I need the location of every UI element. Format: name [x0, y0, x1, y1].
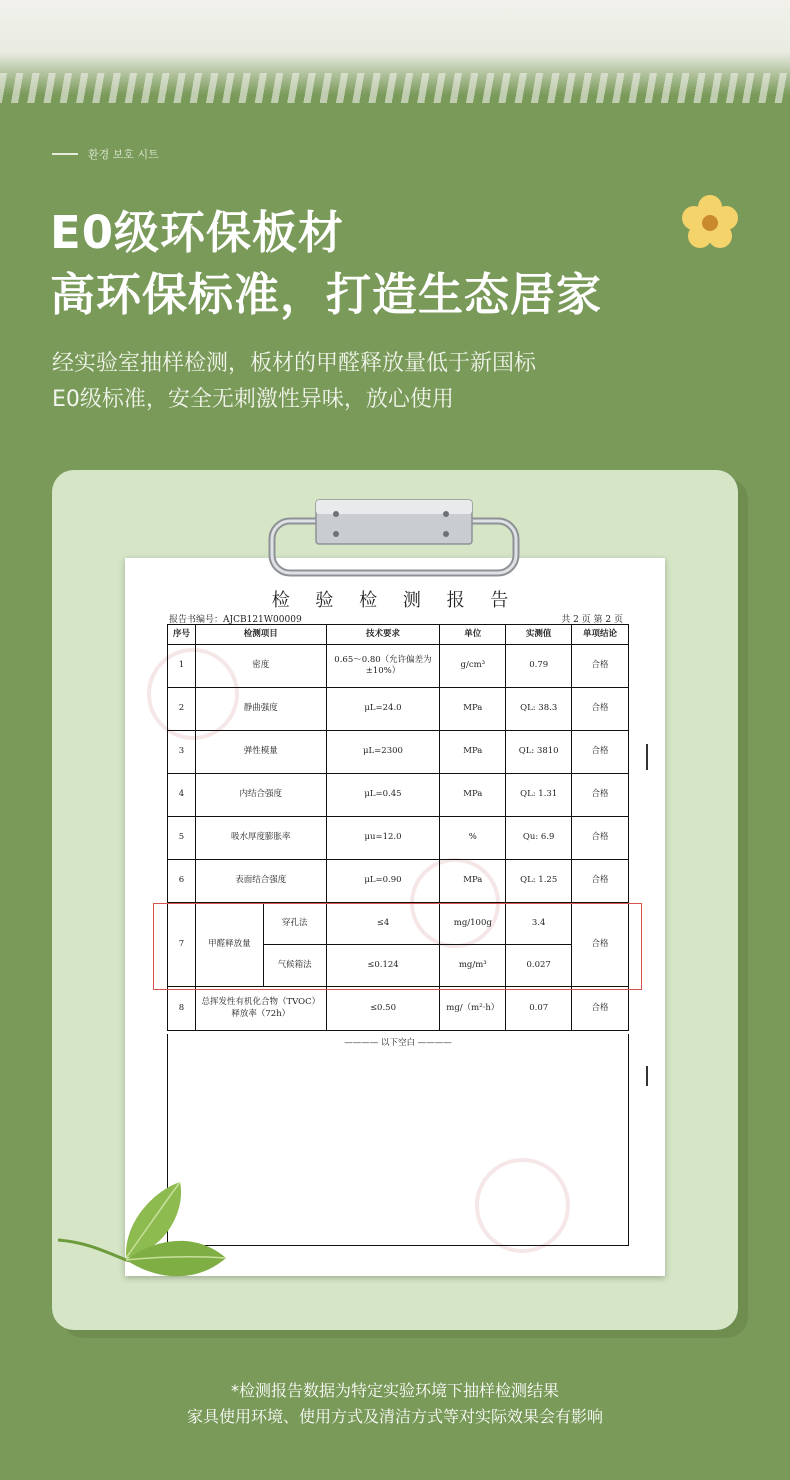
cell-unit: mg/（m²·h） — [440, 987, 506, 1031]
cell-result: 合格 — [572, 903, 629, 987]
headline-line-2: 高环保标准，打造生态居家 — [50, 268, 603, 321]
cell-no: 8 — [168, 987, 196, 1031]
table-row — [168, 860, 629, 903]
cell-method: 穿孔法 — [263, 903, 326, 945]
brush-texture-top — [0, 0, 790, 95]
cell-value: QL: 1.25 — [506, 860, 572, 903]
table-header-row — [168, 625, 629, 645]
cell-value: 0.027 — [506, 945, 572, 987]
formaldehyde-highlight-box — [153, 903, 642, 990]
cell-unit: g/cm³ — [440, 645, 506, 688]
report-number: 报告书编号：AJCB121W00009 — [169, 615, 302, 625]
cell-no: 7 — [168, 903, 196, 987]
description-line-2: E0级标准，安全无刺激性异味，放心使用 — [52, 387, 454, 412]
cell-result: 合格 — [572, 645, 629, 688]
tagline-text: 환경 보호 시트 — [88, 148, 159, 161]
cell-method: 气候箱法 — [263, 945, 326, 987]
col-header: 单位 — [440, 625, 506, 645]
cell-req: μL=0.45 — [326, 774, 440, 817]
cell-no: 2 — [168, 688, 196, 731]
leaf-icon — [56, 1180, 236, 1290]
cell-no: 5 — [168, 817, 196, 860]
col-header: 技术要求 — [326, 625, 440, 645]
tagline — [52, 146, 159, 162]
col-header: 序号 — [168, 625, 196, 645]
cell-req: ≤0.50 — [326, 987, 440, 1031]
tagline-dash — [52, 153, 78, 155]
cell-result: 合格 — [572, 731, 629, 774]
cell-value: QL: 1.31 — [506, 774, 572, 817]
cell-value: 0.07 — [506, 987, 572, 1031]
cell-value: 3.4 — [506, 903, 572, 945]
cell-no: 4 — [168, 774, 196, 817]
cell-item: 总挥发性有机化合物（TVOC）释放率（72h） — [195, 987, 326, 1031]
cell-req: μL=24.0 — [326, 688, 440, 731]
margin-mark — [646, 744, 648, 770]
cell-item: 弹性模量 — [195, 731, 326, 774]
clipboard-clip-icon — [268, 497, 520, 579]
disclaimer-line-1: *检测报告数据为特定实验环境下抽样检测结果 — [230, 1381, 559, 1400]
cell-unit: mg/m³ — [440, 945, 506, 987]
blank-note: ———— 以下空白 ———— — [344, 1038, 452, 1048]
cell-no: 3 — [168, 731, 196, 774]
report-title: 检 验 检 测 报 告 — [271, 590, 519, 611]
blank-area — [167, 1034, 629, 1246]
description-line-1: 经实验室抽样检测，板材的甲醛释放量低于新国标 — [52, 351, 537, 376]
cell-value: QL: 3810 — [506, 731, 572, 774]
flower-icon — [680, 193, 740, 251]
table-row — [168, 817, 629, 860]
cell-value: QL: 38.3 — [506, 688, 572, 731]
cell-result: 合格 — [572, 860, 629, 903]
col-header: 实测值 — [506, 625, 572, 645]
table-row — [168, 774, 629, 817]
cell-unit: MPa — [440, 774, 506, 817]
table-row — [168, 987, 629, 1031]
cell-item: 静曲强度 — [195, 688, 326, 731]
col-header: 检测项目 — [195, 625, 326, 645]
cell-result: 合格 — [572, 688, 629, 731]
cell-req: μL=2300 — [326, 731, 440, 774]
cell-result: 合格 — [572, 817, 629, 860]
cell-item: 内结合强度 — [195, 774, 326, 817]
table-row — [168, 645, 629, 688]
cell-req: ≤4 — [326, 903, 440, 945]
cell-item: 甲醛释放量 — [195, 903, 263, 987]
page-indicator: 共 2 页 第 2 页 — [561, 615, 623, 625]
cell-item: 表面结合强度 — [195, 860, 326, 903]
cell-req: μu=12.0 — [326, 817, 440, 860]
cell-no: 1 — [168, 645, 196, 688]
headline-line-1: E0级环保板材 — [50, 206, 345, 259]
table-row — [168, 688, 629, 731]
cell-req: μL=0.90 — [326, 860, 440, 903]
cell-value: 0.79 — [506, 645, 572, 688]
cell-unit: % — [440, 817, 506, 860]
disclaimer-line-2: 家具使用环境、使用方式及清洁方式等对实际效果会有影响 — [186, 1407, 603, 1426]
cell-unit: MPa — [440, 688, 506, 731]
cell-no: 6 — [168, 860, 196, 903]
col-header: 单项结论 — [572, 625, 629, 645]
cell-unit: MPa — [440, 731, 506, 774]
cell-unit: mg/100g — [440, 903, 506, 945]
margin-mark — [646, 1066, 648, 1086]
cell-req: ≤0.124 — [326, 945, 440, 987]
cell-item: 吸水厚度膨胀率 — [195, 817, 326, 860]
table-row — [168, 731, 629, 774]
cell-req: 0.65～0.80（允许偏差为±10%） — [326, 645, 440, 688]
cell-value: Qu: 6.9 — [506, 817, 572, 860]
cell-item: 密度 — [195, 645, 326, 688]
cell-unit: MPa — [440, 860, 506, 903]
cell-result: 合格 — [572, 774, 629, 817]
cell-result: 合格 — [572, 987, 629, 1031]
